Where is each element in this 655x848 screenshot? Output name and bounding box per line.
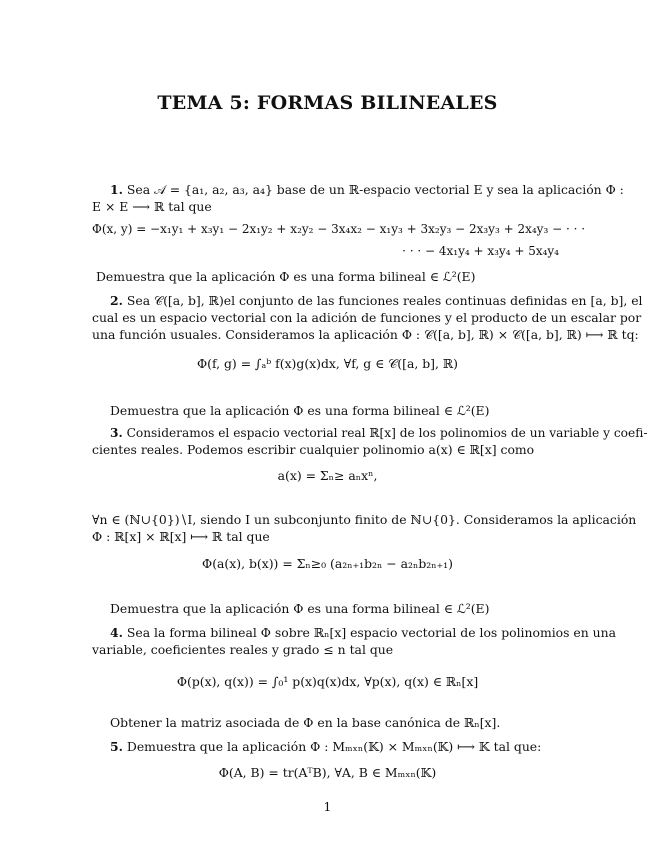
exercise-3-intro-line-1 (110, 424, 647, 441)
exercise-4-closing: Obtener la matriz asociada de Φ en la base canónica de ℝₙ[x]. (110, 715, 501, 730)
exercise-1-intro-line-1 (110, 181, 624, 198)
exercise-4-number: 4. (110, 625, 123, 640)
exercise-3-middle-line-1: ∀n ∈ (ℕ∪{0})∖I, siendo I un subconjunto finito de ℕ∪{0}. Consideramos la aplicación (92, 512, 637, 527)
exercise-5-intro-text-1: Demuestra que la aplicación Φ : Mₘₓₙ(𝕂) × Mₘₓₙ(𝕂) ⟼ 𝕂 tal que: (126, 739, 542, 754)
exercise-3-intro-text-1: Consideramos el espacio vectorial real ℝ[x] de los polinomios de un variable y coefi- (126, 425, 648, 440)
exercise-2-equation: Φ(f, g) = ∫ₐᵇ f(x)g(x)dx, ∀f, g ∈ 𝒞([a, b], ℝ) (196, 356, 458, 371)
exercise-2-intro-text-1: Sea 𝒞([a, b], ℝ)el conjunto de las funciones reales continuas definidas en [a, b], el (126, 293, 643, 308)
exercise-4-intro-line-2: variable, coeficientes reales y grado ≤ n tal que (92, 642, 394, 657)
exercise-2-intro-line-1 (110, 292, 643, 309)
exercise-3-closing: Demuestra que la aplicación Φ es una forma bilineal ∈ ℒ²(E) (110, 601, 490, 616)
exercise-4-intro-text-1: Sea la forma bilineal Φ sobre ℝₙ[x] espacio vectorial de los polinomios en una (126, 625, 617, 640)
exercise-1-equation-line-2: · · · − 4x₁y₄ + x₃y₄ + 5x₄y₄ (402, 244, 559, 258)
exercise-1-intro-line-2: E × E ⟶ ℝ tal que (92, 199, 212, 214)
exercise-2-number: 2. (110, 293, 123, 308)
exercise-1-number: 1. (110, 182, 123, 197)
exercise-4-equation: Φ(p(x), q(x)) = ∫₀¹ p(x)q(x)dx, ∀p(x), q(x) ∈ ℝₙ[x] (176, 674, 479, 689)
exercise-5-number: 5. (110, 739, 123, 754)
exercise-1-closing: Demuestra que la aplicación Φ es una forma bilineal ∈ ℒ²(E) (96, 269, 476, 284)
exercise-3-equation-2: Φ(a(x), b(x)) = Σₙ≥₀ (a₂ₙ₊₁b₂ₙ − a₂ₙb₂ₙ₊₁) (202, 556, 453, 571)
exercise-2-intro-line-2: cual es un espacio vectorial con la adición de funciones y el producto de un escalar por (92, 310, 642, 325)
exercise-3-equation-1: a(x) = Σₙ≥ aₙxⁿ, (277, 468, 378, 483)
exercise-4-intro-line-1 (110, 624, 616, 641)
exercise-3-number: 3. (110, 425, 123, 440)
exercise-2-intro-line-3: una función usuales. Consideramos la aplicación Φ : 𝒞([a, b], ℝ) × 𝒞([a, b], ℝ) ⟼ ℝ tq: (92, 327, 639, 342)
exercise-5-intro-line-1 (110, 738, 541, 755)
exercise-3-middle-line-2: Φ : ℝ[x] × ℝ[x] ⟼ ℝ tal que (92, 529, 270, 544)
page-title: TEMA 5: FORMAS BILINEALES (157, 92, 498, 114)
exercise-2-closing: Demuestra que la aplicación Φ es una forma bilineal ∈ ℒ²(E) (110, 403, 490, 418)
exercise-1-intro-text-1: Sea 𝒜 = {a₁, a₂, a₃, a₄} base de un ℝ-espacio vectorial E y sea la aplicación Φ : (126, 182, 624, 197)
exercise-1-equation-line-1: Φ(x, y) = −x₁y₁ + x₃y₁ − 2x₁y₂ + x₂y₂ − 3x₄x₂ − x₁y₃ + 3x₂y₃ − 2x₃y₃ + 2x₄y₃ − · · · (92, 222, 586, 236)
exercise-5-equation: Φ(A, B) = tr(AᵀB), ∀A, B ∈ Mₘₓₙ(𝕂) (218, 765, 437, 780)
exercise-3-intro-line-2: cientes reales. Podemos escribir cualquier polinomio a(x) ∈ ℝ[x] como (92, 442, 535, 457)
page-number: 1 (323, 799, 332, 814)
